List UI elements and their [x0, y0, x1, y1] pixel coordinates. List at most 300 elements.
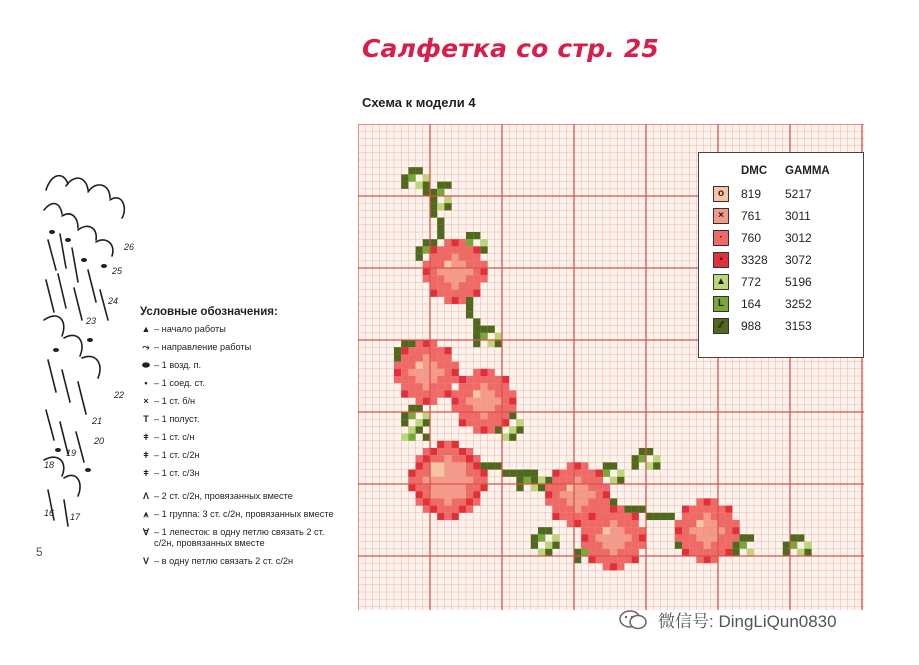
- row-number: 16: [44, 508, 55, 518]
- stitch-cell: [531, 534, 538, 541]
- stitch-cell: [495, 405, 502, 412]
- stitch-cell: [416, 383, 423, 390]
- legend-symbol: ⬬: [142, 360, 150, 370]
- legend-item: [140, 414, 340, 425]
- stitch-cell: [488, 412, 495, 419]
- stitch-cell: [452, 491, 459, 498]
- row-number: 18: [44, 460, 55, 470]
- stitch-cell: [416, 470, 423, 477]
- stitch-cell: [452, 275, 459, 282]
- stitch-cell: [459, 412, 466, 419]
- stitch-cell: [466, 498, 473, 505]
- legend-item: [140, 509, 340, 520]
- stitch-cell: [444, 275, 451, 282]
- stitch-cell: [480, 484, 487, 491]
- stitch-cell: [430, 362, 437, 369]
- stitch-cell: [574, 477, 581, 484]
- stitch-cell: [502, 376, 509, 383]
- stitch-cell: [581, 462, 588, 469]
- stitch-cell: [603, 520, 610, 527]
- stitch-cell: [466, 254, 473, 261]
- legend-symbol: ǂ: [143, 468, 149, 478]
- stitch-cell: [732, 542, 739, 549]
- stitch-cell: [401, 369, 408, 376]
- stitch-cell: [401, 354, 408, 361]
- stitch-cell: [588, 484, 595, 491]
- key-row: [713, 273, 853, 291]
- stitch-cell: [488, 419, 495, 426]
- legend-item: [140, 556, 340, 567]
- key-row: [713, 229, 853, 247]
- stitch-cell: [639, 534, 646, 541]
- stitch-cell: [473, 455, 480, 462]
- stitch-cell: [459, 470, 466, 477]
- stitch-cell: [502, 383, 509, 390]
- stitch-cell: [596, 498, 603, 505]
- stitch-cell: [552, 498, 559, 505]
- stitch-cell: [588, 549, 595, 556]
- stitch-cell: [581, 520, 588, 527]
- stitch-cell: [617, 506, 624, 513]
- legend-item: [140, 432, 340, 443]
- stitch-cell: [804, 549, 811, 556]
- stitch-cell: [632, 534, 639, 541]
- stitch-cell: [437, 232, 444, 239]
- stitch-cell: [675, 534, 682, 541]
- stitch-cell: [459, 484, 466, 491]
- stitch-cell: [473, 268, 480, 275]
- key-row: [713, 185, 853, 203]
- stitch-cell: [452, 477, 459, 484]
- stitch-cell: [516, 419, 523, 426]
- stitch-cell: [459, 254, 466, 261]
- stitch-cell: [466, 376, 473, 383]
- stitch-cell: [603, 506, 610, 513]
- stitch-cell: [711, 549, 718, 556]
- stitch-cell: [574, 462, 581, 469]
- stitch-cell: [423, 354, 430, 361]
- stitch-cell: [617, 542, 624, 549]
- stitch-cell: [480, 261, 487, 268]
- stitch-cell: [682, 506, 689, 513]
- stitch-cell: [488, 405, 495, 412]
- stitch-cell: [459, 419, 466, 426]
- stitch-cell: [567, 513, 574, 520]
- stitch-cell: [423, 189, 430, 196]
- stitch-cell: [452, 261, 459, 268]
- stitch-cell: [437, 506, 444, 513]
- stitch-cell: [632, 455, 639, 462]
- legend-symbol: Ʌ: [142, 491, 149, 501]
- stitch-cell: [696, 506, 703, 513]
- legend-item: [140, 342, 340, 353]
- stitch-cell: [437, 218, 444, 225]
- stitch-cell: [423, 434, 430, 441]
- stitch-cell: [444, 268, 451, 275]
- stitch-cell: [790, 542, 797, 549]
- stitch-cell: [444, 383, 451, 390]
- stitch-cell: [466, 282, 473, 289]
- stitch-cell: [718, 542, 725, 549]
- stitch-cell: [725, 542, 732, 549]
- stitch-cell: [444, 246, 451, 253]
- legend-text: – 1 ст. с/2н: [154, 450, 200, 460]
- stitch-cell: [452, 441, 459, 448]
- stitch-cell: [444, 362, 451, 369]
- stitch-cell: [617, 563, 624, 570]
- stitch-cell: [632, 513, 639, 520]
- row-number: 17: [70, 512, 81, 522]
- row-number: 21: [92, 416, 103, 426]
- crochet-diagram: [38, 170, 138, 530]
- dmc-code: 761: [741, 209, 762, 223]
- stitch-cell: [473, 254, 480, 261]
- stitch-cell: [452, 390, 459, 397]
- swatch-mark: ▲: [716, 276, 726, 287]
- stitch-cell: [444, 282, 451, 289]
- stitch-cell: [473, 340, 480, 347]
- stitch-cell: [495, 376, 502, 383]
- stitch-cell: [531, 470, 538, 477]
- stitch-cell: [610, 563, 617, 570]
- stitch-cell: [466, 304, 473, 311]
- stitch-cell: [552, 542, 559, 549]
- stitch-cell: [452, 362, 459, 369]
- stitch-cell: [560, 477, 567, 484]
- stitch-cell: [394, 354, 401, 361]
- stitch-cell: [538, 477, 545, 484]
- stitch-cell: [459, 376, 466, 383]
- stitch-cell: [416, 254, 423, 261]
- stitch-cell: [452, 282, 459, 289]
- stitch-cell: [473, 491, 480, 498]
- stitch-cell: [473, 412, 480, 419]
- stitch-cell: [423, 246, 430, 253]
- legend-text: – 1 ст. с/3н: [154, 468, 200, 478]
- stitch-cell: [545, 542, 552, 549]
- stitch-cell: [437, 462, 444, 469]
- stitch-cell: [408, 477, 415, 484]
- stitch-cell: [423, 362, 430, 369]
- stitch-cell: [538, 484, 545, 491]
- stitch-cell: [538, 534, 545, 541]
- stitch-cell: [581, 470, 588, 477]
- stitch-cell: [552, 534, 559, 541]
- stitch-cell: [624, 542, 631, 549]
- stitch-cell: [416, 462, 423, 469]
- legend-symbol: ⩚: [143, 509, 149, 519]
- stitch-cell: [596, 491, 603, 498]
- stitch-cell: [675, 520, 682, 527]
- stitch-cell: [444, 297, 451, 304]
- stitch-cell: [444, 182, 451, 189]
- gamma-code: 3011: [785, 209, 811, 223]
- stitch-cell: [610, 477, 617, 484]
- stitch-cell: [488, 383, 495, 390]
- stitch-cell: [416, 491, 423, 498]
- stitch-cell: [588, 498, 595, 505]
- swatch-mark: ×: [718, 210, 724, 221]
- stitch-cell: [531, 484, 538, 491]
- stitch-cell: [444, 441, 451, 448]
- stitch-cell: [502, 434, 509, 441]
- stitch-cell: [473, 419, 480, 426]
- swatch-mark: ▪: [719, 254, 723, 265]
- stitch-cell: [581, 477, 588, 484]
- stitch-cell: [423, 383, 430, 390]
- stitch-cell: [401, 383, 408, 390]
- stitch-cell: [610, 462, 617, 469]
- stitch-cell: [423, 347, 430, 354]
- stitch-cell: [603, 484, 610, 491]
- stitch-cell: [480, 369, 487, 376]
- stitch-cell: [488, 369, 495, 376]
- stitch-cell: [466, 470, 473, 477]
- stitch-cell: [452, 484, 459, 491]
- stitch-cell: [531, 542, 538, 549]
- stitch-cell: [437, 369, 444, 376]
- stitch-cell: [423, 498, 430, 505]
- row-number: 23: [86, 316, 97, 326]
- stitch-cell: [488, 390, 495, 397]
- row-number: 20: [94, 436, 105, 446]
- stitch-cell: [567, 477, 574, 484]
- stitch-cell: [704, 498, 711, 505]
- stitch-cell: [588, 556, 595, 563]
- swatch-mark: o: [717, 188, 725, 199]
- stitch-cell: [437, 448, 444, 455]
- stitch-cell: [480, 419, 487, 426]
- stitch-cell: [401, 390, 408, 397]
- stitch-cell: [552, 513, 559, 520]
- swatch-mark: L: [717, 298, 725, 309]
- stitch-cell: [704, 556, 711, 563]
- stitch-cell: [610, 498, 617, 505]
- stitch-cell: [711, 556, 718, 563]
- dmc-column-header: DMC: [741, 165, 768, 177]
- stitch-cell: [466, 448, 473, 455]
- legend-text: – 2 ст. с/2н, провязанных вместе: [154, 491, 293, 501]
- stitch-cell: [704, 513, 711, 520]
- stitch-cell: [711, 498, 718, 505]
- stitch-cell: [466, 297, 473, 304]
- legend-item: [140, 468, 340, 479]
- stitch-cell: [545, 477, 552, 484]
- stitch-cell: [596, 513, 603, 520]
- stitch-cell: [689, 520, 696, 527]
- stitch-cell: [639, 506, 646, 513]
- stitch-cell: [473, 326, 480, 333]
- stitch-cell: [444, 462, 451, 469]
- stitch-cell: [711, 542, 718, 549]
- row-number: 22: [114, 390, 125, 400]
- stitch-cell: [430, 506, 437, 513]
- stitch-cell: [416, 362, 423, 369]
- stitch-cell: [444, 254, 451, 261]
- stitch-cell: [430, 369, 437, 376]
- stitch-cell: [603, 491, 610, 498]
- stitch-cell: [632, 506, 639, 513]
- key-row: [713, 295, 853, 313]
- stitch-cell: [639, 527, 646, 534]
- legend-text: – направление работы: [154, 342, 252, 352]
- symbol-legend: [140, 306, 340, 574]
- stitch-cell: [444, 290, 451, 297]
- stitch-cell: [725, 520, 732, 527]
- stitch-cell: [459, 448, 466, 455]
- stitch-cell: [473, 275, 480, 282]
- stitch-cell: [632, 542, 639, 549]
- stitch-cell: [480, 477, 487, 484]
- stitch-cell: [466, 419, 473, 426]
- stitch-cell: [545, 549, 552, 556]
- stitch-cell: [416, 419, 423, 426]
- stitch-cell: [567, 462, 574, 469]
- stitch-cell: [423, 390, 430, 397]
- dmc-code: 164: [741, 297, 762, 311]
- stitch-cell: [459, 239, 466, 246]
- stitch-cell: [473, 390, 480, 397]
- stitch-cell: [689, 513, 696, 520]
- stitch-cell: [632, 556, 639, 563]
- stitch-cell: [480, 426, 487, 433]
- stitch-cell: [444, 196, 451, 203]
- stitch-cell: [430, 196, 437, 203]
- stitch-cell: [502, 390, 509, 397]
- stitch-cell: [552, 491, 559, 498]
- stitch-cell: [459, 390, 466, 397]
- stitch-cell: [437, 498, 444, 505]
- stitch-cell: [437, 275, 444, 282]
- stitch-cell: [488, 426, 495, 433]
- stitch-cell: [408, 405, 415, 412]
- stitch-cell: [804, 542, 811, 549]
- stitch-cell: [552, 470, 559, 477]
- stitch-cell: [696, 513, 703, 520]
- stitch-cell: [473, 477, 480, 484]
- stitch-cell: [466, 455, 473, 462]
- stitch-cell: [740, 542, 747, 549]
- stitch-cell: [466, 268, 473, 275]
- stitch-cell: [617, 534, 624, 541]
- stitch-cell: [588, 520, 595, 527]
- stitch-cell: [480, 398, 487, 405]
- stitch-cell: [444, 477, 451, 484]
- stitch-cell: [581, 542, 588, 549]
- stitch-cell: [588, 470, 595, 477]
- stitch-cell: [423, 455, 430, 462]
- stitch-cell: [610, 549, 617, 556]
- legend-item: [140, 450, 340, 461]
- stitch-cell: [696, 534, 703, 541]
- stitch-cell: [430, 210, 437, 217]
- color-swatch: [713, 208, 729, 224]
- legend-item: [140, 324, 340, 335]
- stitch-cell: [696, 498, 703, 505]
- stitch-cell: [473, 426, 480, 433]
- stitch-cell: [466, 462, 473, 469]
- stitch-cell: [408, 434, 415, 441]
- stitch-cell: [430, 455, 437, 462]
- stitch-cell: [480, 246, 487, 253]
- stitch-cell: [452, 297, 459, 304]
- stitch-cell: [588, 542, 595, 549]
- stitch-cell: [603, 462, 610, 469]
- stitch-cell: [732, 520, 739, 527]
- stitch-cell: [596, 527, 603, 534]
- stitch-cell: [459, 506, 466, 513]
- stitch-cell: [430, 261, 437, 268]
- stitch-cell: [610, 556, 617, 563]
- stitch-cell: [682, 513, 689, 520]
- stitch-cell: [603, 556, 610, 563]
- stitch-cell: [459, 462, 466, 469]
- stitch-cell: [437, 261, 444, 268]
- stitch-cell: [632, 462, 639, 469]
- stitch-cell: [624, 527, 631, 534]
- stitch-cell: [459, 405, 466, 412]
- stitch-cell: [524, 477, 531, 484]
- stitch-cell: [466, 246, 473, 253]
- stitch-cell: [423, 376, 430, 383]
- stitch-cell: [509, 405, 516, 412]
- stitch-cell: [509, 398, 516, 405]
- stitch-cell: [596, 470, 603, 477]
- stitch-cell: [624, 534, 631, 541]
- stitch-cell: [430, 347, 437, 354]
- stitch-cell: [747, 549, 754, 556]
- stitch-cell: [466, 405, 473, 412]
- stitch-cell: [444, 484, 451, 491]
- stitch-cell: [574, 520, 581, 527]
- stitch-cell: [437, 390, 444, 397]
- stitch-cell: [574, 484, 581, 491]
- stitch-cell: [423, 419, 430, 426]
- dmc-code: 819: [741, 187, 762, 201]
- stitch-cell: [452, 239, 459, 246]
- gamma-code: 3153: [785, 319, 812, 333]
- stitch-cell: [401, 434, 408, 441]
- stitch-cell: [552, 484, 559, 491]
- stitch-cell: [437, 470, 444, 477]
- stitch-cell: [610, 520, 617, 527]
- stitch-cell: [509, 390, 516, 397]
- stitch-cell: [531, 477, 538, 484]
- stitch-cell: [740, 534, 747, 541]
- stitch-cell: [509, 412, 516, 419]
- stitch-cell: [495, 383, 502, 390]
- stitch-cell: [696, 527, 703, 534]
- stitch-cell: [610, 527, 617, 534]
- stitch-cell: [466, 275, 473, 282]
- stitch-cell: [560, 470, 567, 477]
- stitch-cell: [423, 239, 430, 246]
- stitch-cell: [552, 506, 559, 513]
- stitch-cell: [423, 412, 430, 419]
- stitch-cell: [408, 174, 415, 181]
- legend-text: – 1 лепесток: в одну петлю связать 2 ст. с/2н, провязанных вместе: [154, 527, 325, 548]
- stitch-cell: [632, 527, 639, 534]
- stitch-cell: [444, 470, 451, 477]
- stitch-cell: [437, 282, 444, 289]
- legend-symbol: ×: [143, 396, 149, 406]
- gamma-code: 3252: [785, 297, 812, 311]
- stitch-cell: [466, 398, 473, 405]
- stitch-cell: [725, 527, 732, 534]
- stitch-cell: [408, 347, 415, 354]
- stitch-cell: [704, 542, 711, 549]
- stitch-cell: [437, 455, 444, 462]
